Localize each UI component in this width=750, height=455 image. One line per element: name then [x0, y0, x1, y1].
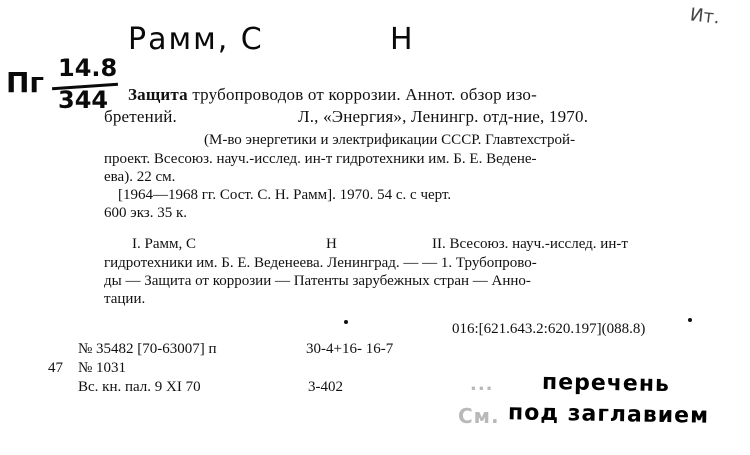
- udc-classification: 016:[621.643.2:620.197](088.8): [452, 321, 646, 337]
- title-bold: Защита: [128, 85, 188, 104]
- shelf-mark-numerator: 14.8: [58, 54, 118, 82]
- card-number: № 1031: [78, 360, 127, 376]
- handwritten-initial: Н: [390, 22, 413, 57]
- book-chamber-code: 3-402: [308, 379, 343, 395]
- shelf-mark-denominator: 344: [58, 86, 109, 114]
- title-line-1: [128, 85, 537, 105]
- handwritten-surname: Рамм, С: [128, 22, 264, 57]
- registration-number: № 35482 [70-63007] п: [78, 341, 217, 357]
- tracing-line-2: гидротехники им. Б. Е. Веденеева. Ленинград. — — 1. Трубопрово-: [104, 255, 537, 271]
- corner-handwritten-note: Ит.: [689, 4, 722, 29]
- dot-mark: [344, 320, 348, 324]
- book-chamber-date: Вс. кн. пал. 9 XI 70: [78, 379, 201, 395]
- publisher-line-2: проект. Всесоюз. науч.-исслед. ин-т гидротехники им. Б. Е. Веденe-: [104, 151, 537, 167]
- tracing-entry-2: II. Всесоюз. науч.-исслед. ин-т: [432, 236, 628, 252]
- stamp-faint-text: ...: [470, 374, 494, 395]
- shelf-mark-prefix: Пг: [6, 66, 45, 99]
- stamp-under-title: под заглавием: [507, 400, 710, 429]
- tracing-entry-1: I. Рамм, С: [132, 236, 196, 252]
- tracing-line-4: тации.: [104, 291, 146, 307]
- compiler-line: [1964—1968 гг. Сост. С. Н. Рамм]. 1970. 54 с. с черт.: [118, 187, 452, 203]
- card-number-prefix: 47: [48, 360, 63, 376]
- title-rest: трубопроводов от коррозии. Аннот. обзор изо-: [192, 85, 537, 104]
- publisher-line-3: ева). 22 см.: [104, 169, 176, 185]
- registration-code: 30-4+16- 16-7: [306, 341, 394, 357]
- tracing-entry-1-initial: Н: [326, 236, 337, 252]
- edition-line: 600 экз. 35 к.: [104, 205, 187, 221]
- dot-mark: [688, 318, 692, 322]
- stamp-list: перечень: [541, 369, 671, 398]
- title-line-2-right: Л., «Энергия», Ленингр. отд-ние, 1970.: [298, 107, 589, 126]
- publisher-line-1: (М-во энергетики и электрификации СССР. Главтехстрой-: [204, 132, 576, 148]
- tracing-line-3: ды — Защита от коррозии — Патенты зарубежных стран — Анно-: [104, 273, 531, 289]
- stamp-see-faint: См.: [458, 404, 500, 428]
- title-line-2-left: бретений.: [104, 107, 178, 126]
